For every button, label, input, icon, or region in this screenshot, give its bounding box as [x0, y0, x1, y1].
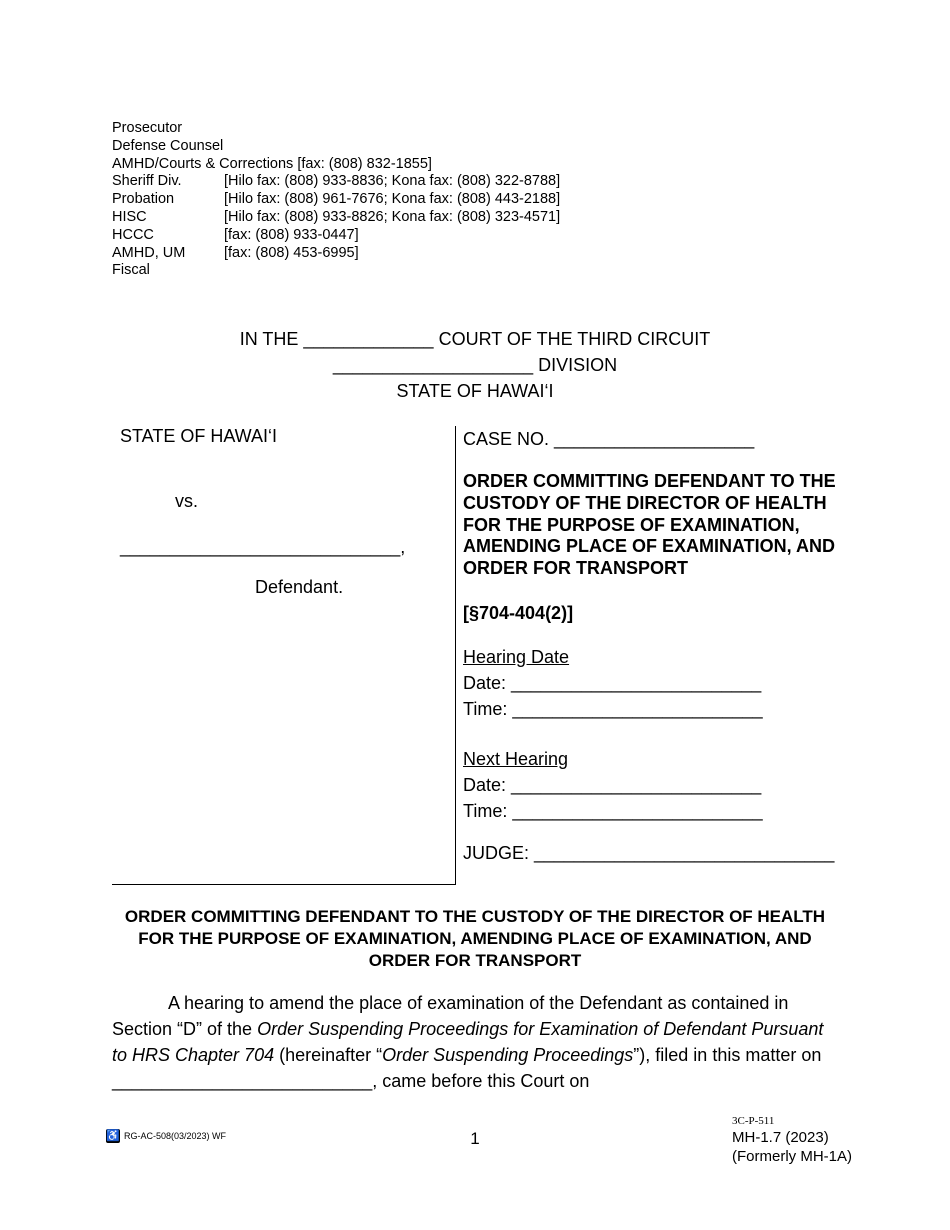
body-italic-segment: Order Suspending Proceedings for Examination of Defendant Pursuant to HRS Chapter 704: [112, 1019, 824, 1065]
court-heading: [0, 326, 950, 404]
document-title: ORDER COMMITTING DEFENDANT TO THE CUSTODY OF THE DIRECTOR OF HEALTH FOR THE PURPOSE OF EXAMINATION, AMENDING PLACE OF EXAMINATION, AND ORDER FOR TRANSPORT: [124, 907, 826, 970]
distribution-row: [112, 209, 560, 227]
distribution-label: Prosecutor: [112, 120, 183, 136]
state-line: STATE OF HAWAI‘I: [396, 381, 554, 401]
caption-divider-horizontal: [112, 884, 455, 885]
hearing-date-field: Date: _________________________: [463, 672, 762, 693]
form-code: 3C-P-511: [732, 1115, 775, 1127]
page-number: 1: [470, 1129, 480, 1148]
distribution-detail: [fax: (808) 933-0447]: [224, 226, 359, 243]
plaintiff-name: STATE OF HAWAI‘I: [120, 426, 277, 446]
distribution-row: [112, 191, 560, 209]
court-line: IN THE _____________ COURT OF THE THIRD CIRCUIT: [239, 329, 711, 349]
caption-right: [463, 426, 843, 866]
distribution-label: Sheriff Div.: [112, 173, 182, 190]
division-line: ____________________ DIVISION: [332, 355, 618, 375]
wheelchair-icon: ♿: [106, 1129, 120, 1142]
form-number: MH-1.7 (2023): [732, 1129, 829, 1146]
body-text-segment: (hereinafter “: [274, 1045, 383, 1065]
distribution-row: [112, 262, 560, 280]
distribution-label: AMHD, UM: [112, 244, 186, 261]
body-text-segment: A hearing to amend the place of examination of the Defendant as contained in Section “D” of the: [112, 993, 789, 1039]
statute-reference: [§704-404(2)]: [463, 602, 574, 623]
distribution-label: Probation: [112, 191, 175, 208]
hearing-time-field: Time: _________________________: [463, 698, 763, 719]
distribution-label: Defense Counsel: [112, 137, 224, 154]
distribution-row: [112, 227, 560, 245]
distribution-row: [112, 173, 560, 191]
next-hearing-time-field: Time: _________________________: [463, 800, 763, 821]
distribution-label: HISC: [112, 208, 147, 225]
body-italic-segment: Order Suspending Proceedings: [382, 1045, 634, 1065]
defendant-name-line: ____________________________,: [120, 537, 406, 557]
distribution-detail: [fax: (808) 453-6995]: [224, 244, 359, 261]
distribution-row: [112, 245, 560, 263]
body-text-segment: ”), filed in this matter on __________________________, came before this Court on: [112, 1045, 822, 1091]
versus-label: vs.: [175, 491, 199, 511]
body-text: [112, 990, 842, 1094]
footer-code: RG-AC-508(03/2023) WF: [124, 1131, 227, 1141]
distribution-label: HCCC: [112, 226, 154, 243]
next-hearing-heading: Next Hearing: [463, 748, 569, 769]
judge-field: JUDGE: ______________________________: [463, 842, 835, 863]
footer-right: [732, 1114, 852, 1166]
caption-divider-vertical: [455, 426, 456, 885]
distribution-row: [112, 156, 560, 174]
distribution-row: [112, 120, 560, 138]
defendant-label: Defendant.: [255, 577, 344, 597]
case-number-field: CASE NO. ____________________: [463, 429, 755, 449]
hearing-date-heading: Hearing Date: [463, 646, 570, 667]
distribution-label: Fiscal: [112, 262, 150, 279]
order-title: ORDER COMMITTING DEFENDANT TO THE CUSTODY OF THE DIRECTOR OF HEALTH FOR THE PURPOSE OF EXAMINATION, AMENDING PLACE OF EXAMINATION, AND ORDER FOR TRANSPORT: [463, 471, 836, 579]
distribution-detail: [Hilo fax: (808) 933-8836; Kona fax: (808) 322-8788]: [224, 173, 561, 190]
next-hearing-date-field: Date: _________________________: [463, 774, 762, 795]
form-formerly: (Formerly MH-1A): [732, 1148, 852, 1165]
distribution-detail: [Hilo fax: (808) 933-8826; Kona fax: (808) 323-4571]: [224, 208, 561, 225]
distribution-list: [112, 120, 560, 280]
distribution-label: AMHD/Courts & Corrections [fax: (808) 832-1855]: [112, 155, 432, 172]
distribution-detail: [Hilo fax: (808) 961-7676; Kona fax: (808) 443-2188]: [224, 191, 561, 208]
distribution-row: [112, 138, 560, 156]
body-paragraph: [112, 990, 842, 1094]
